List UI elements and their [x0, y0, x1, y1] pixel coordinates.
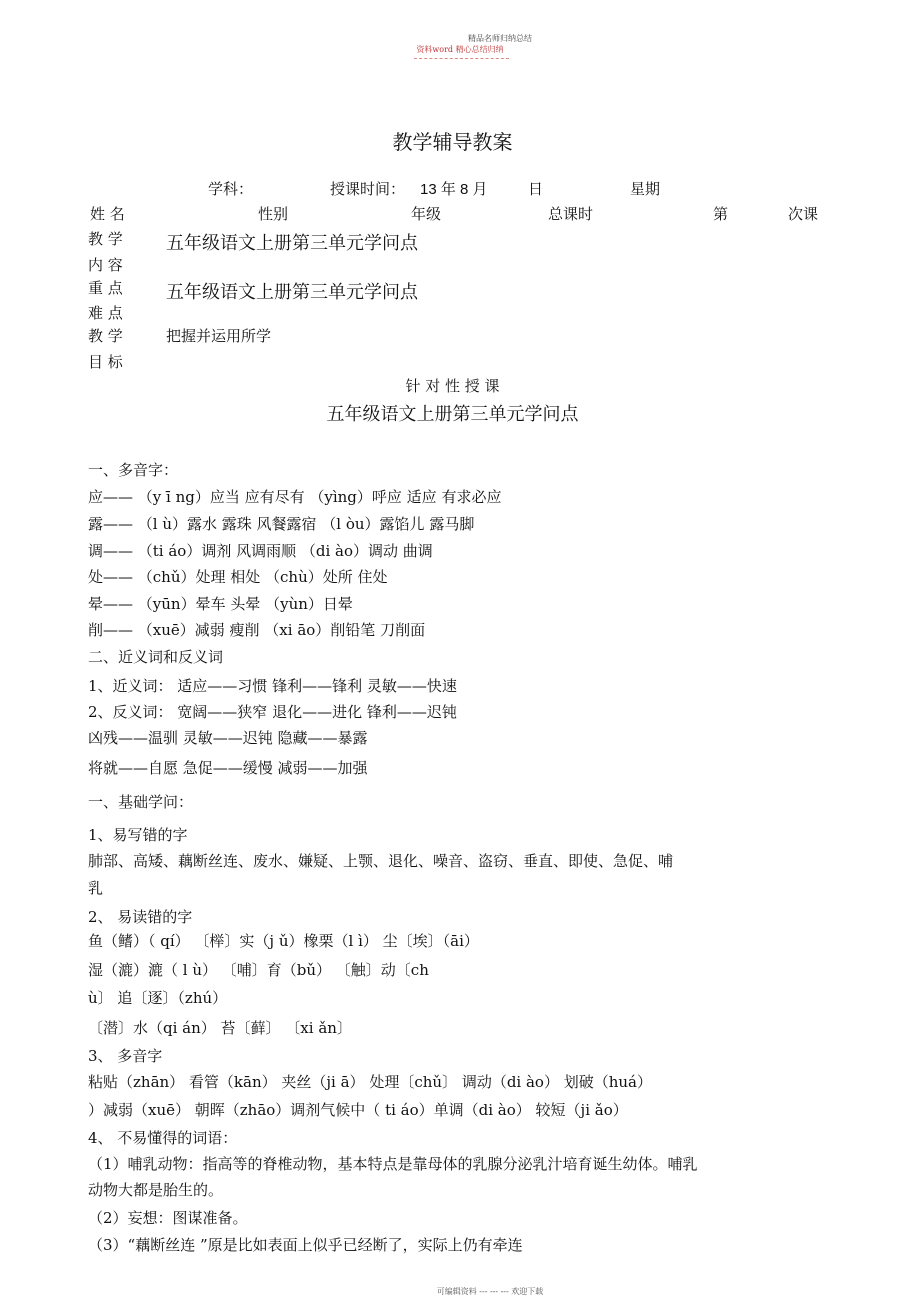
body-line: 应—— （y ī ng）应当 应有尽有 （yìng）呼应 适应 有求必应 [88, 488, 502, 506]
body-line: 一、基础学问： [88, 793, 194, 811]
body-line: 一、多音字： [88, 461, 179, 479]
body-line: ）减弱（xuē） 朝晖（zhāo）调剂气候中（ ti áo）单调（di ào） 较短（ji ǎo） [88, 1101, 628, 1119]
focus-label-1: 重 点 [88, 279, 123, 297]
watermark-header-sub: 资料word 精心总结归纳 [416, 45, 504, 54]
goal-value: 把握并运用所学 [166, 327, 272, 345]
grade-label: 年级 [411, 205, 442, 223]
time-label: 授课时间： [330, 180, 406, 198]
day-label: 日 [528, 180, 544, 198]
body-line: 处—— （chǔ）处理 相处 （chù）处所 住处 [88, 568, 388, 586]
body-line: 将就——自愿 急促——缓慢 减弱——加强 [88, 759, 368, 777]
body-line: 4、 不易懂得的词语： [88, 1129, 238, 1147]
footer-note: 可编辑资料 --- --- --- 欢迎下载 [436, 1287, 544, 1296]
body-line: 3、 多音字 [88, 1047, 163, 1065]
name-label: 姓 名 [90, 205, 125, 223]
body-line: （1）哺乳动物：指高等的脊椎动物，基本特点是靠母体的乳腺分泌乳汁培育诞生幼体。哺乳 [88, 1155, 698, 1173]
body-line: ù〕 追〔逐〕（zhú） [88, 989, 228, 1007]
total-hours-label: 总课时 [548, 205, 594, 223]
body-line: 动物大都是胎生的。 [88, 1181, 224, 1199]
body-line: 2、 易读错的字 [88, 908, 193, 926]
header-divider [414, 58, 509, 59]
watermark-header-top: 精品名师归纳总结 [468, 34, 532, 43]
subject-label: 学科： [208, 180, 254, 198]
body-line: 晕—— （yūn）晕车 头晕 （yùn）日晕 [88, 595, 353, 613]
body-line: 2、反义词： 宽阔——狭窄 退化——进化 锋利——迟钝 [88, 703, 457, 721]
content-value: 五年级语文上册第三单元学问点 [166, 233, 418, 254]
body-line: 鱼（鳍）（ qí） 〔榉〕实（j ǔ）橡栗（l ì） 尘〔埃〕（āi） [88, 932, 479, 950]
body-line: 湿（漉）漉（ l ù） 〔哺〕育（bǔ） 〔触〕动〔ch [88, 961, 429, 979]
body-line: （3）“藕断丝连 ”原是比如表面上似乎已经断了，实际上仍有牵连 [88, 1236, 523, 1254]
body-line: 乳 [88, 879, 104, 897]
body-line: 露—— （l ù）露水 露珠 风餐露宿 （l òu）露馅儿 露马脚 [88, 515, 475, 533]
body-line: （2）妄想：图谋准备。 [88, 1209, 248, 1227]
goal-label-1: 教 学 [88, 327, 123, 345]
focus-label-2: 难 点 [88, 304, 123, 322]
week-label: 星期 [630, 180, 661, 198]
lesson-suffix-label: 次课 [788, 205, 819, 223]
section-subtitle: 针 对 性 授 课 [405, 377, 500, 395]
body-line: 二、近义词和反义词 [88, 648, 224, 666]
section-title: 五年级语文上册第三单元学问点 [326, 404, 579, 425]
body-line: 削—— （xuē）减弱 瘦削 （xi āo）削铅笔 刀削面 [88, 621, 426, 639]
body-line: 1、近义词： 适应——习惯 锋利——锋利 灵敏——快速 [88, 677, 457, 695]
content-label-1: 教 学 [88, 230, 123, 248]
gender-label: 性别 [258, 205, 289, 223]
body-line: 调—— （ti áo）调剂 风调雨顺 （di ào）调动 曲调 [88, 542, 433, 560]
body-line: 〔潜〕水（qi án） 苔〔藓〕 〔xi ǎn〕 [88, 1019, 352, 1037]
focus-value: 五年级语文上册第三单元学问点 [166, 282, 418, 303]
body-line: 1、易写错的字 [88, 826, 188, 844]
body-line: 粘贴（zhān） 看管（kān） 夹丝（ji ā） 处理〔chǔ〕 调动（di ào） 划破（huá） [88, 1073, 652, 1091]
page-title: 教学辅导教案 [392, 130, 513, 154]
content-label-2: 内 容 [88, 256, 123, 274]
body-line: 凶残——温驯 灵敏——迟钝 隐藏——暴露 [88, 729, 368, 747]
lesson-number-label: 第 [713, 205, 729, 223]
body-line: 肺部、高矮、藕断丝连、废水、嫌疑、上颚、退化、噪音、盗窃、垂直、即使、急促、哺 [88, 852, 674, 870]
date-year-month: 13 年 8 月 [420, 181, 488, 198]
goal-label-2: 目 标 [88, 353, 123, 371]
